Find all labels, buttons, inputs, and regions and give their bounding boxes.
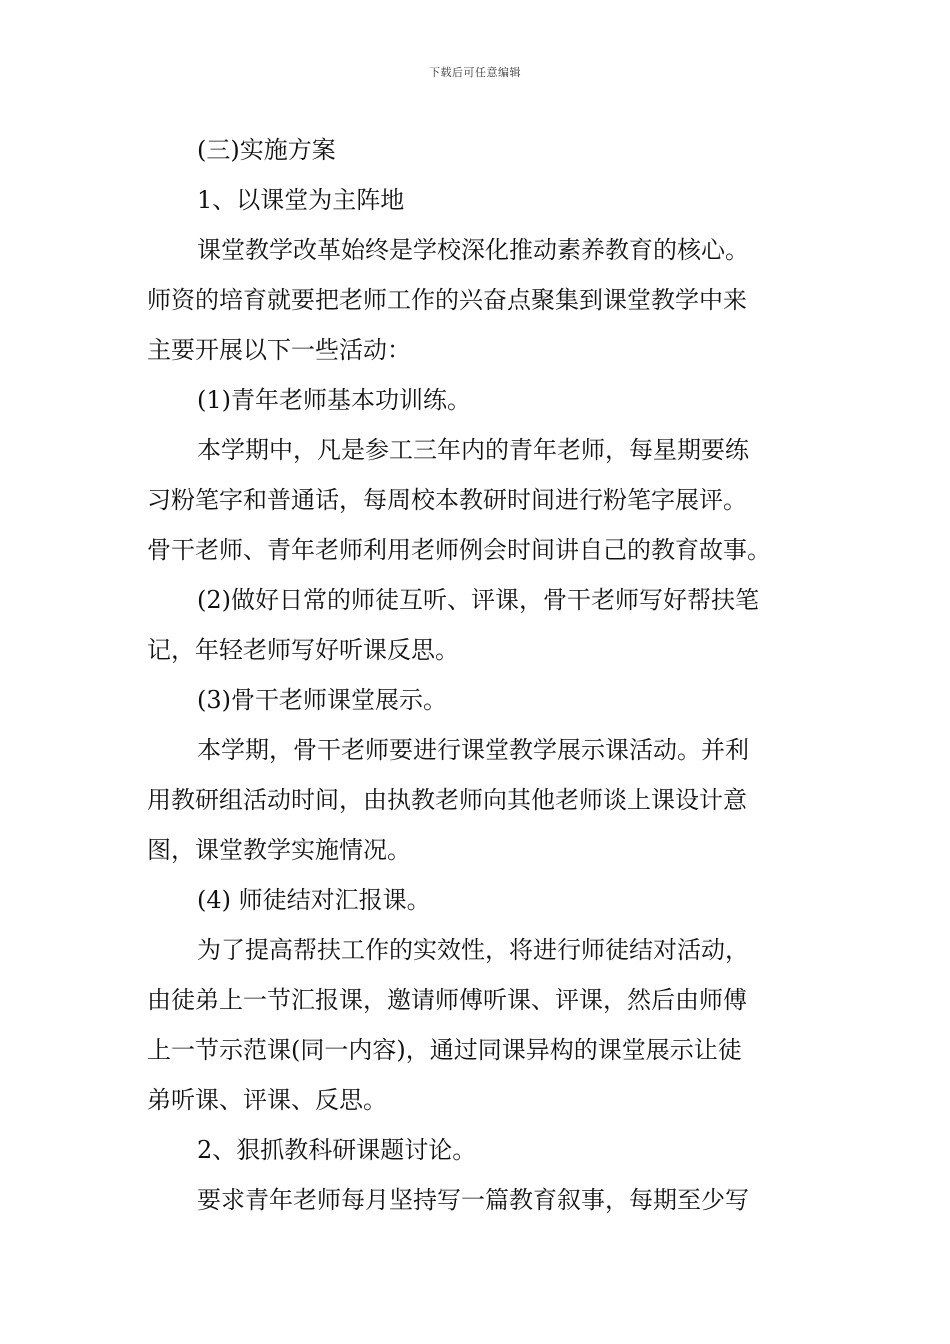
- paragraph-line: 习粉笔字和普通话，每周校本教研时间进行粉笔字展评。: [147, 486, 747, 514]
- list-item-heading: (4) 师徒结对汇报课。: [197, 886, 431, 914]
- list-item-heading: (3)骨干老师课堂展示。: [197, 686, 447, 714]
- paragraph-line: 师资的培育就要把老师工作的兴奋点聚集到课堂教学中来: [147, 286, 747, 314]
- paragraph-line: 要求青年老师每月坚持写一篇教育叙事，每期至少写: [197, 1186, 749, 1214]
- section-heading: (三)实施方案: [197, 136, 336, 164]
- paragraph-line: 本学期中，凡是参工三年内的青年老师，每星期要练: [197, 436, 749, 464]
- paragraph-line: 由徒弟上一节汇报课，邀请师傅听课、评课，然后由师傅: [147, 986, 747, 1014]
- paragraph-line: 课堂教学改革始终是学校深化推动素养教育的核心。: [197, 236, 749, 264]
- document-body: [147, 125, 807, 1225]
- list-item-heading: (1)青年老师基本功训练。: [197, 386, 471, 414]
- header-note: 下载后可任意编辑: [429, 66, 521, 79]
- paragraph-line: 为了提高帮扶工作的实效性，将进行师徒结对活动，: [197, 936, 749, 964]
- paragraph-line: 记，年轻老师写好听课反思。: [147, 636, 459, 664]
- paragraph-line: 用教研组活动时间，由执教老师向其他老师谈上课设计意: [147, 786, 747, 814]
- subsection-heading: 2、狠抓教科研课题讨论。: [197, 1136, 477, 1164]
- paragraph-line: 主要开展以下一些活动：: [147, 336, 411, 364]
- paragraph-line: 弟听课、评课、反思。: [147, 1086, 387, 1114]
- paragraph-line: 本学期，骨干老师要进行课堂教学展示课活动。并利: [197, 736, 749, 764]
- paragraph-line: 骨干老师、青年老师利用老师例会时间讲自己的教育故事。: [147, 536, 771, 564]
- paragraph-line: 图，课堂教学实施情况。: [147, 836, 411, 864]
- list-item-heading: (2)做好日常的师徒互听、评课，骨干老师写好帮扶笔: [197, 586, 759, 614]
- paragraph-line: 上一节示范课(同一内容)，通过同课异构的课堂展示让徒: [147, 1036, 742, 1064]
- subsection-heading: 1、以课堂为主阵地: [197, 186, 405, 214]
